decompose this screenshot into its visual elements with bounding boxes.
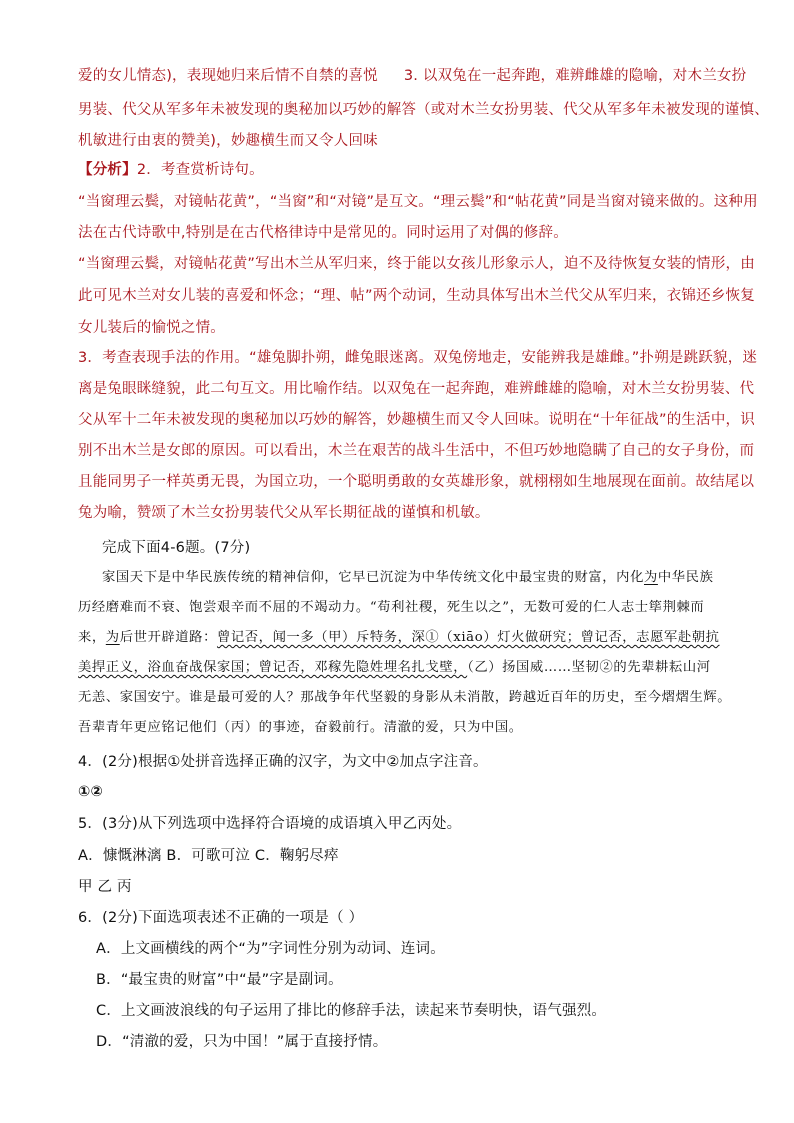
analysis-p1-line-2: 法在古代诗歌中,特别是在古代格律诗中是常见的。同时运用了对偶的修辞。 [78, 225, 568, 241]
analysis-p3-line-3: 父从军十二年未被发现的奥秘加以巧妙的解答，妙趣横生而又令人回味。说明在“十年征战”的生活中，识 [78, 412, 755, 428]
passage-wei-1: 为 [643, 570, 658, 585]
passage-line-4 [78, 658, 711, 678]
answer-segment-2: 3. 以双兔在一起奔跑，难辨雌雄的隐喻，对木兰女扮 [403, 68, 747, 84]
analysis-p3-line-4: 别不出木兰是女郎的原因。可以看出，木兰在艰苦的战斗生活中，不但巧妙地隐瞒了自己的女子身份，而 [78, 443, 755, 459]
question-6-option-d: D．“清澈的爱，只为中国！”属于直接抒情。 [96, 1034, 388, 1050]
question-5-options: A．慷慨淋漓 B．可歌可泣 C．鞠躬尽瘁 [78, 848, 339, 864]
analysis-p1-line-1: “当窗理云鬓，对镜帖花黄”，“当窗”和“对镜”是互文。“理云鬓”和“帖花黄”同是当窗对镜来做的。这种用 [78, 194, 758, 210]
analysis-tag-text: 2．考查赏析诗句。 [136, 162, 264, 178]
analysis-p3-line-1: 3．考查表现手法的作用。“雄兔脚扑朔，雌兔眼迷离。双兔傍地走，安能辨我是雄雌。”扑朔是跳跃貌，迷 [78, 350, 758, 366]
passage-l3-b: 后世开辟道路： [119, 630, 217, 645]
passage-l1-a: 家国天下是中华民族传统的精神信仰，它早已沉淀为中华传统文化中最宝贵的财富，内化 [102, 570, 644, 585]
answer-segment-1: 爱的女儿情态)，表现她归来后情不自禁的喜悦 [78, 68, 378, 84]
question-4-answer: ①② [78, 784, 103, 800]
analysis-p2-line-2: 此可见木兰对女儿装的喜爱和怀念；“理、帖”两个动词，生动具体写出木兰代父从军归来，衣锦还乡恢复 [78, 288, 755, 304]
passage-line-5: 无恙、家国安宁。谁是最可爱的人？那战争年代坚毅的身影从未消散，跨越近百年的历史，至今熠熠生辉。 [78, 690, 732, 705]
analysis-p3-line-2: 离是兔眼眯缝貌，此二句互文。用比喻作结。以双兔在一起奔跑，难辨雌雄的隐喻，对木兰女扮男装、代 [78, 381, 755, 397]
answer-line-1 [78, 66, 746, 86]
passage-wavy-1: 曾记否，闻一多（甲）斥特务，深①（xiāo）灯火做研究；曾记否，志愿军赴朝抗 [216, 630, 720, 645]
question-6-option-c: C．上文画波浪线的句子运用了排比的修辞手法，读起来节奏明快，语气强烈。 [96, 1003, 607, 1019]
question-4: 4．(2分)根据①处拼音选择正确的汉字，为文中②加点字注音。 [78, 754, 488, 770]
section-heading: 完成下面4-6题。(7分) [102, 540, 251, 556]
question-5: 5．(3分)从下列选项中选择符合语境的成语填入甲乙丙处。 [78, 816, 462, 832]
answer-line-2: 男装、代父从军多年未被发现的奥秘加以巧妙的解答（或对木兰女扮男装、代父从军多年未被发现的谨慎、 [78, 102, 769, 118]
analysis-p3-line-5: 且能同男子一样英勇无畏，为国立功，一个聪明勇敢的女英雄形象，就栩栩如生地展现在面前。故结尾以 [78, 474, 755, 490]
passage-line-6: 吾辈青年更应铭记他们（丙）的事迹，奋毅前行。清澈的爱，只为中国。 [78, 720, 523, 735]
passage-line-3 [78, 628, 720, 648]
answer-line-3: 机敏进行由衷的赞美)，妙趣横生而又令人回味 [78, 133, 378, 149]
analysis-p2-line-3: 女儿装后的愉悦之情。 [78, 320, 225, 336]
passage-l3-a: 来， [78, 630, 106, 645]
passage-line-1 [102, 568, 713, 588]
passage-l4-b: （乙）扬国威……坚韧②的先辈耕耘山河 [467, 660, 711, 675]
analysis-heading [78, 160, 264, 180]
question-6-option-a: A．上文画横线的两个“为”字词性分别为动词、连词。 [96, 941, 445, 957]
passage-line-2: 历经磨难而不衰、饱尝艰辛而不屈的不竭动力。“苟利社稷，死生以之”，无数可爱的仁人志士筚荆棘而 [78, 600, 705, 615]
question-6: 6．(2分)下面选项表述不正确的一项是（ ） [78, 910, 364, 926]
passage-wei-2: 为 [105, 630, 120, 645]
question-5-answer: 甲 乙 丙 [78, 879, 132, 895]
passage-l1-b: 中华民族 [657, 570, 714, 585]
analysis-p2-line-1: “当窗理云鬓，对镜帖花黄”写出木兰从军归来，终于能以女孩儿形象示人，迫不及待恢复女装的情形，由 [78, 256, 755, 272]
analysis-tag: 【分析】 [78, 162, 137, 178]
passage-wavy-2: 美捍正义，浴血奋战保家国；曾记否，邓稼先隐姓埋名扎戈壁， [78, 660, 468, 675]
question-6-option-b: B．“最宝贵的财富”中“最”字是副词。 [96, 972, 343, 988]
analysis-p3-line-6: 兔为喻，赞颂了木兰女扮男装代父从军长期征战的谨慎和机敏。 [78, 505, 490, 521]
